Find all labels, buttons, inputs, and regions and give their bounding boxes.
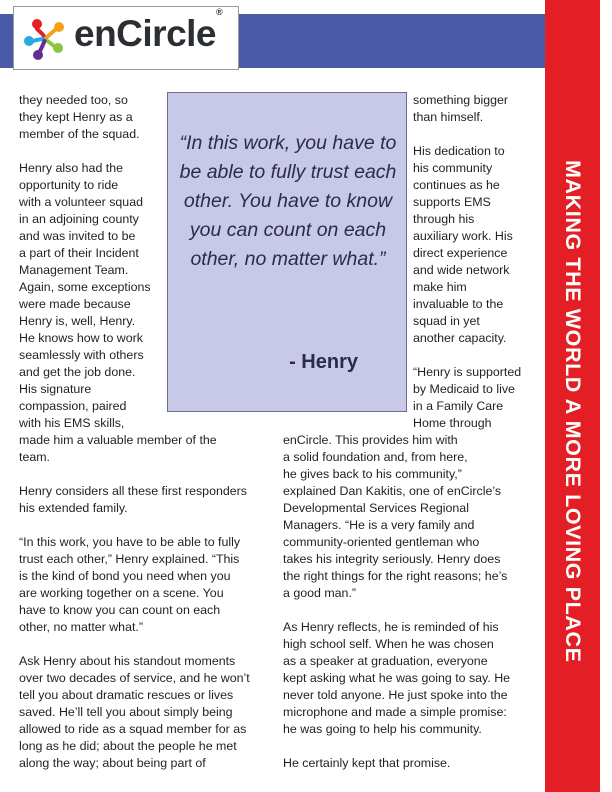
- text-line: tell you about dramatic rescues or lives: [19, 688, 234, 702]
- text-line: direct experience: [413, 246, 508, 260]
- text-line: as a speaker at graduation, everyone: [283, 654, 488, 668]
- text-line: opportunity to ride: [19, 178, 119, 192]
- text-line: His dedication to: [413, 144, 505, 158]
- text-line: and wide network: [413, 263, 510, 277]
- text-line: Ask Henry about his standout moments: [19, 654, 236, 668]
- text-line: his extended family.: [19, 501, 128, 515]
- text-line: a solid foundation and, from here,: [283, 450, 468, 464]
- text-line: through his: [413, 212, 475, 226]
- text-line: Henry also had the: [19, 161, 124, 175]
- text-line: in a Family Care: [413, 399, 504, 413]
- text-line: Henry is, well, Henry.: [19, 314, 136, 328]
- logo-wordmark: [74, 6, 223, 55]
- text-line: a part of their Incident: [19, 246, 139, 260]
- text-line: community-oriented gentleman who: [283, 535, 480, 549]
- text-line: long as he did; about the people he met: [19, 739, 237, 753]
- paragraph: [413, 92, 508, 126]
- paragraph: [283, 432, 507, 602]
- text-line: microphone and made a simple promise:: [283, 705, 507, 719]
- text-line: made him a valuable member of the: [19, 433, 217, 447]
- paragraph: [413, 364, 521, 432]
- logo: [13, 6, 239, 70]
- text-line: enCircle. This provides him with: [283, 433, 458, 447]
- text-line: Home through: [413, 416, 492, 430]
- text-line: they needed too, so: [19, 93, 128, 107]
- text-line: Management Team.: [19, 263, 129, 277]
- pull-quote-text: “In this work, you have to be able to fully trust each other. You have to know you can count on each other, no matter what.”: [179, 132, 397, 270]
- paragraph: [19, 534, 240, 636]
- text-line: seamlessly with others: [19, 348, 144, 362]
- text-line: supports EMS: [413, 195, 491, 209]
- paragraph: [19, 432, 217, 466]
- text-line: auxiliary work. His: [413, 229, 513, 243]
- paragraph: [19, 92, 140, 143]
- text-line: his community: [413, 161, 493, 175]
- paragraph: [19, 653, 250, 772]
- text-line: trust each other,” Henry explained. “This: [19, 552, 240, 566]
- text-line: Henry considers all these first responders: [19, 484, 247, 498]
- text-line: takes his integrity seriously. Henry does: [283, 552, 501, 566]
- text-line: they kept Henry as a: [19, 110, 133, 124]
- text-line: were made because: [19, 297, 131, 311]
- text-line: continues as he: [413, 178, 500, 192]
- text-line: kept asking what he was going to say. He: [283, 671, 511, 685]
- text-line: “In this work, you have to be able to fully: [19, 535, 241, 549]
- text-line: and get the job done.: [19, 365, 136, 379]
- text-line: other, no matter what.”: [19, 620, 143, 634]
- paragraph: [283, 619, 510, 738]
- text-line: His signature: [19, 382, 92, 396]
- side-title: MAKING THE WORLD A MORE LOVING PLACE: [561, 159, 585, 663]
- text-line: “Henry is supported: [413, 365, 522, 379]
- registered-mark: ®: [216, 6, 223, 17]
- text-line: never told anyone. He just spoke into the: [283, 688, 508, 702]
- text-line: over two decades of service, and he won’t: [19, 671, 250, 685]
- text-line: something bigger: [413, 93, 509, 107]
- text-line: invaluable to the: [413, 297, 504, 311]
- text-line: are working together on a scene. You: [19, 586, 224, 600]
- text-line: allowed to ride as a squad member for as: [19, 722, 247, 736]
- text-line: he was going to help his community.: [283, 722, 482, 736]
- text-line: As Henry reflects, he is reminded of his: [283, 620, 499, 634]
- text-line: He certainly kept that promise.: [283, 756, 451, 770]
- text-line: by Medicaid to live: [413, 382, 515, 396]
- text-line: have to know you can count on each: [19, 603, 221, 617]
- paragraph: [413, 143, 513, 347]
- text-line: with a volunteer squad: [19, 195, 143, 209]
- pull-quote-author: - Henry: [289, 351, 358, 373]
- text-line: high school self. When he was chosen: [283, 637, 494, 651]
- side-banner: [545, 0, 600, 792]
- text-line: He knows how to work: [19, 331, 143, 345]
- pull-quote: [167, 92, 407, 412]
- text-line: explained Dan Kakitis, one of enCircle’s: [283, 484, 502, 498]
- text-line: another capacity.: [413, 331, 507, 345]
- text-line: than himself.: [413, 110, 484, 124]
- text-line: with his EMS skills,: [19, 416, 125, 430]
- text-line: along the way; about being part of: [19, 756, 206, 770]
- text-line: member of the squad.: [19, 127, 140, 141]
- text-line: in an adjoining county: [19, 212, 139, 226]
- text-line: Managers. “He is a very family and: [283, 518, 475, 532]
- text-line: squad in yet: [413, 314, 480, 328]
- paragraph: [283, 755, 450, 772]
- text-line: Again, some exceptions: [19, 280, 151, 294]
- text-line: a good man.”: [283, 586, 357, 600]
- encircle-logo-icon: [22, 15, 68, 61]
- text-line: and was invited to be: [19, 229, 136, 243]
- text-line: is the kind of bond you need when you: [19, 569, 231, 583]
- text-line: team.: [19, 450, 50, 464]
- text-line: the right things for the right reasons; he’s: [283, 569, 508, 583]
- paragraph: [19, 483, 247, 517]
- text-line: saved. He’ll tell you about simply being: [19, 705, 233, 719]
- text-line: make him: [413, 280, 467, 294]
- paragraph: [19, 160, 151, 432]
- text-line: he gives back to his community,”: [283, 467, 462, 481]
- text-line: Developmental Services Regional: [283, 501, 469, 515]
- text-line: compassion, paired: [19, 399, 127, 413]
- logo-name: enCircle: [74, 13, 217, 54]
